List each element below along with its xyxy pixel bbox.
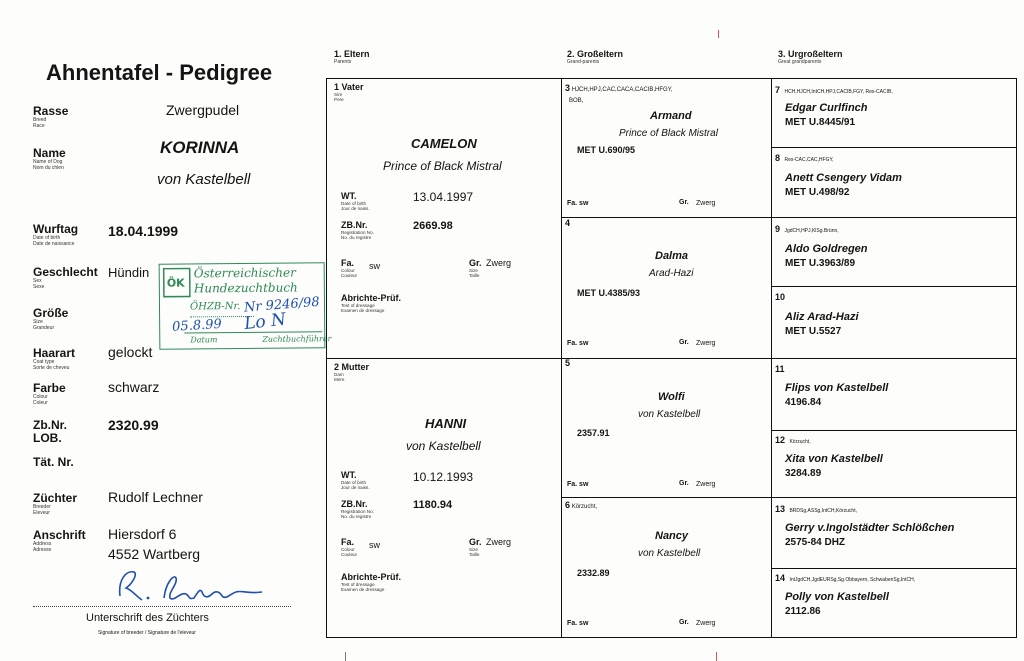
column-title: 1. Eltern xyxy=(334,49,370,59)
dam-ab-sub-en: Test of dressage xyxy=(341,582,375,587)
breed-label-group xyxy=(33,104,68,129)
cell-number: 12 xyxy=(775,435,786,445)
dam-zb-sub-fr: No. du registre xyxy=(341,514,372,520)
dam-gr-label: Gr. xyxy=(469,537,482,547)
cell-number: 10 xyxy=(775,292,786,302)
breed-sub-en: Breed xyxy=(33,117,47,123)
stamp-handwritten-signature: Lo N xyxy=(243,309,287,335)
cell-color: Fa. sw xyxy=(567,340,589,347)
dam-birth-date: 10.12.1993 xyxy=(413,470,474,484)
cell-kennel: Prince of Black Mistral xyxy=(619,128,718,139)
dam-registration: 1180.94 xyxy=(413,499,453,511)
sire-wt-sub-fr: Jour de naiss. xyxy=(341,206,370,212)
cell-name: Aliz Arad-Hazi xyxy=(785,311,859,323)
dam-ab-label: Abrichte-Prüf. xyxy=(341,572,402,582)
stamp-handwritten-number: Nr 9246/98 xyxy=(243,294,321,316)
breeder-sub-en: Breeder xyxy=(33,504,51,510)
coat-sub-en: Coat type xyxy=(33,359,55,365)
cell-registration: 2357.91 xyxy=(577,428,610,438)
cell-name: Nancy xyxy=(655,530,689,542)
svg-text:ÖK: ÖK xyxy=(166,276,185,290)
column-header-great-grandparents xyxy=(778,49,843,65)
column-title: 3. Urgroßeltern xyxy=(778,49,843,59)
size-label-group xyxy=(33,306,68,331)
lob-label: LOB. xyxy=(33,431,62,445)
cell-size-label: Gr. xyxy=(679,480,689,487)
dam-color: sw xyxy=(369,540,380,550)
cell-number: 13 xyxy=(775,504,786,514)
name-sub-en: Name of Dog xyxy=(33,159,63,165)
sire-gr-sub-fr: Taille xyxy=(469,273,480,279)
sire-ab-sub-fr: Examen de dressage xyxy=(341,308,385,314)
breed-label: Rasse xyxy=(33,104,69,118)
grandparent-cell-6 xyxy=(565,498,765,636)
cell-number: 5 xyxy=(565,358,571,368)
cell-color: Fa. sw xyxy=(567,620,589,627)
dam-wt-group xyxy=(341,470,370,491)
stamp-handwritten-date: 05.8.99 xyxy=(171,316,223,335)
dam-wt-label: WT. xyxy=(341,470,357,480)
dam-zb-sub-en: Registration No. xyxy=(341,509,374,514)
sire-birth-date: 13.04.1997 xyxy=(413,190,474,204)
cell-size: Zwerg xyxy=(696,620,716,627)
scan-mark xyxy=(345,652,346,661)
sire-wt-sub-en: Date of birth xyxy=(341,201,367,206)
cell-number: 4 xyxy=(565,218,571,228)
cell-registration: 2575-84 DHZ xyxy=(785,537,846,548)
sire-zb-sub-en: Registration No. xyxy=(341,230,374,235)
cell-titles-2: BOB, xyxy=(569,98,584,104)
column-subtitle: Grand-parents xyxy=(567,59,600,65)
litter-label: Wurftag xyxy=(33,222,79,236)
color-value: schwarz xyxy=(108,379,160,395)
dam-sub-fr: Mere xyxy=(334,377,345,383)
sire-label-group xyxy=(334,82,364,103)
stamp-line-1: Österreichischer xyxy=(193,265,296,281)
cell-color: Fa. sw xyxy=(567,200,589,207)
name-sub-fr: Nom du chien xyxy=(33,164,64,171)
litter-label-group xyxy=(33,222,78,247)
breed-value: Zwergpudel xyxy=(166,102,240,118)
sire-zb-label: ZB.Nr. xyxy=(341,220,368,230)
dam-zb-label: ZB.Nr. xyxy=(341,499,368,509)
great-grandparent-cell-7 xyxy=(775,80,1015,128)
cell-name: Gerry v.Ingolstädter Schlößchen xyxy=(785,522,955,534)
cell-registration: 2332.89 xyxy=(577,568,610,578)
dog-name: KORINNA xyxy=(160,138,240,157)
address-line-2: 4552 Wartberg xyxy=(108,546,201,562)
cell-name: Edgar Curlfinch xyxy=(785,102,868,114)
stamp-office-label: Zuchtbuchführer xyxy=(262,334,332,344)
great-grandparent-cell-12 xyxy=(775,430,1015,479)
cell-registration: MET U.4385/93 xyxy=(577,288,641,298)
cell-size-label: Gr. xyxy=(679,199,689,206)
sex-sub-en: Sex xyxy=(33,278,42,284)
coat-value: gelockt xyxy=(108,344,153,360)
dam-name: HANNI xyxy=(425,416,467,431)
litter-sub-en: Date of birth xyxy=(33,235,61,241)
cell-name: Wolfi xyxy=(658,391,685,403)
sire-zb-sub-fr: No. du registre xyxy=(341,235,372,241)
cell-number: 14 xyxy=(775,573,786,583)
name-label-group xyxy=(33,146,66,171)
cell-registration: 3284.89 xyxy=(785,468,822,479)
dam-wt-sub-en: Date of birth xyxy=(341,480,367,485)
size-sub-en: Size xyxy=(33,319,43,325)
cell-registration: MET U.3963/89 xyxy=(785,258,856,269)
sire-ab-sub-en: Test of dressage xyxy=(341,303,375,308)
dog-kennel: von Kastelbell xyxy=(157,171,251,188)
sire-color: sw xyxy=(369,261,380,271)
dam-fa-label: Fa. xyxy=(341,537,355,547)
cell-registration: MET U.5527 xyxy=(785,326,842,337)
sire-kennel: Prince of Black Mistral xyxy=(383,159,502,173)
sire-sub-en: Sire xyxy=(334,92,343,97)
litter-date: 18.04.1999 xyxy=(108,223,179,239)
cell-name: Aldo Goldregen xyxy=(785,243,868,255)
cell-titles: IntJgdCH,JgdEURSg,Sg.Obbayern, SchwabenSg,IntCH, xyxy=(789,577,916,583)
oekv-logo-icon xyxy=(163,267,191,297)
cell-name: Anett Csengery Vidam xyxy=(785,172,902,184)
color-label-group xyxy=(33,381,66,406)
kennel-club-stamp xyxy=(159,262,332,349)
sire-label: 1 Vater xyxy=(334,82,364,92)
stamp-line-3: ÖHZB-Nr. xyxy=(189,301,241,313)
dam-fa-sub-en: Colour xyxy=(341,547,355,552)
sire-wt-label: WT. xyxy=(341,191,357,201)
breeder-signature xyxy=(112,562,272,608)
breeder-value: Rudolf Lechner xyxy=(108,489,203,505)
page-title: Ahnentafel - Pedigree xyxy=(46,60,273,85)
great-grandparent-cell-13 xyxy=(775,499,1015,548)
dam-sub-en: Dam xyxy=(334,372,344,377)
dam-wt-sub-fr: Jour de naiss. xyxy=(341,485,370,491)
sex-value: Hündin xyxy=(108,265,150,280)
great-grandparent-cell-8 xyxy=(775,148,1015,198)
color-sub-fr: Coleur xyxy=(33,399,48,406)
cell-name: Flips von Kastelbell xyxy=(785,382,889,394)
breeder-label: Züchter xyxy=(33,491,78,505)
cell-size: Zwerg xyxy=(696,481,716,488)
stamp-line-2: Hundezuchtbuch xyxy=(193,280,298,296)
grandparent-cell-4 xyxy=(565,218,765,356)
cell-titles: Körzucht, xyxy=(789,439,811,445)
great-grandparent-cell-14 xyxy=(775,568,1015,617)
sire-gr-sub-en: Size xyxy=(469,268,478,273)
cell-number: 11 xyxy=(775,364,785,374)
sire-name: CAMELON xyxy=(411,136,477,151)
cell-size-label: Gr. xyxy=(679,339,689,346)
cell-kennel: von Kastelbell xyxy=(638,409,701,420)
cell-titles: BRDSg,ASSg,IntCH,Körzucht, xyxy=(789,508,857,514)
grandparent-cell-3 xyxy=(565,80,765,216)
address-label: Anschrift xyxy=(33,528,86,542)
breeder-sub-fr: Eleveur xyxy=(33,509,50,516)
size-label: Größe xyxy=(33,306,69,320)
address-sub-fr: Adresse xyxy=(33,546,52,553)
column-header-parents xyxy=(334,49,370,65)
cell-name: Polly von Kastelbell xyxy=(785,591,889,603)
cell-kennel: von Kastelbell xyxy=(638,548,701,559)
sire-fa-sub-fr: Couleur xyxy=(341,273,358,279)
dam-gr-sub-fr: Taille xyxy=(469,552,480,558)
cell-size-label: Gr. xyxy=(679,619,689,626)
great-grandparent-cell-10 xyxy=(775,287,1015,337)
sire-size: Zwerg xyxy=(486,258,512,268)
cell-size: Zwerg xyxy=(696,340,716,347)
coat-sub-fr: Sorte de cheveu xyxy=(33,364,70,371)
dam-size: Zwerg xyxy=(486,537,512,547)
column-header-grandparents xyxy=(567,49,623,65)
cell-number: 7 xyxy=(775,85,781,95)
cell-registration: 4196.84 xyxy=(785,397,822,408)
cell-color: Fa. sw xyxy=(567,481,589,488)
address-line-1: Hiersdorf 6 xyxy=(108,526,177,542)
tat-label: Tät. Nr. xyxy=(33,455,74,469)
cell-titles: Körzucht, xyxy=(571,504,598,510)
sire-fa-label: Fa. xyxy=(341,258,355,268)
signature-subcaption: Signature of breeder / Signature de l'eleveur xyxy=(98,630,196,636)
zb-value: 2320.99 xyxy=(108,417,159,433)
dam-label: 2 Mutter xyxy=(334,362,370,372)
cell-number: 8 xyxy=(775,153,781,163)
sire-fa-group xyxy=(341,258,357,279)
cell-registration: MET U.8445/91 xyxy=(785,117,856,128)
sex-sub-fr: Sexe xyxy=(33,283,45,290)
litter-sub-fr: Date de naissance xyxy=(33,240,75,247)
cell-name: Armand xyxy=(650,110,692,122)
cell-registration: MET U.498/92 xyxy=(785,187,850,198)
coat-label-group xyxy=(33,346,75,371)
signature-line xyxy=(33,606,291,607)
dam-label-group xyxy=(334,362,369,383)
dam-fa-group xyxy=(341,537,357,558)
cell-titles: Res-CAC,CAC,HFGY, xyxy=(784,157,834,163)
cell-registration: MET U.690/95 xyxy=(577,145,636,155)
dam-ab-sub-fr: Examen de dressage xyxy=(341,587,385,593)
cell-titles: JgdCH,HPJ,KlSg.Brünn, xyxy=(784,228,839,234)
dam-kennel: von Kastelbell xyxy=(406,439,481,453)
sex-label-group xyxy=(33,265,98,290)
sire-gr-label: Gr. xyxy=(469,258,482,268)
sire-sub-fr: Pere xyxy=(334,97,344,103)
sire-gr-group xyxy=(469,258,482,279)
sire-zb-group xyxy=(341,220,374,241)
breeder-label-group xyxy=(33,491,77,516)
cell-number: 9 xyxy=(775,224,781,234)
sire-wt-group xyxy=(341,191,370,212)
signature-caption: Unterschrift des Züchters xyxy=(86,612,209,624)
scan-mark xyxy=(718,30,719,38)
cell-name: Xita von Kastelbell xyxy=(785,453,883,465)
address-sub-en: Address xyxy=(33,541,52,547)
name-label: Name xyxy=(33,146,66,160)
dam-gr-group xyxy=(469,537,482,558)
sire-registration: 2669.98 xyxy=(413,220,453,232)
sire-ab-group xyxy=(341,293,401,314)
dam-gr-sub-en: Size xyxy=(469,547,478,552)
stamp-date-label: Datum xyxy=(190,335,218,345)
breed-sub-fr: Race xyxy=(33,122,45,129)
cell-name: Dalma xyxy=(655,250,689,262)
column-subtitle: Parents xyxy=(334,59,352,65)
dam-fa-sub-fr: Couleur xyxy=(341,552,358,558)
cell-number: 3 xyxy=(565,83,571,93)
zb-label: Zb.Nr. xyxy=(33,418,68,432)
scan-mark xyxy=(716,652,717,661)
column-title: 2. Großeltern xyxy=(567,49,624,59)
color-sub-en: Colour xyxy=(33,394,48,400)
cell-number: 6 xyxy=(565,500,571,510)
great-grandparent-cell-9 xyxy=(775,219,1015,269)
cell-titles: HJCH,HPJ,CAC,CACA,CACIB,HFGY, xyxy=(571,87,673,93)
dam-zb-group xyxy=(341,499,374,520)
sex-label: Geschlecht xyxy=(33,265,98,279)
dam-ab-group xyxy=(341,572,401,593)
column-subtitle: Great grandparents xyxy=(778,59,822,65)
sire-fa-sub-en: Colour xyxy=(341,268,355,273)
grandparent-cell-5 xyxy=(565,358,765,496)
cell-size: Zwerg xyxy=(696,200,716,207)
sire-ab-label: Abrichte-Prüf. xyxy=(341,293,402,303)
address-label-group xyxy=(33,528,86,553)
cell-titles: HCH,HJCH,IntCH,HPJ,CACIB,FGY, Res-CACIB, xyxy=(784,89,893,95)
cell-registration: 2112.86 xyxy=(785,606,821,617)
coat-label: Haarart xyxy=(33,346,76,360)
great-grandparent-cell-11 xyxy=(775,359,1015,408)
cell-kennel: Arad-Hazi xyxy=(649,268,694,279)
color-label: Farbe xyxy=(33,381,66,395)
size-sub-fr: Grandeur xyxy=(33,324,55,331)
